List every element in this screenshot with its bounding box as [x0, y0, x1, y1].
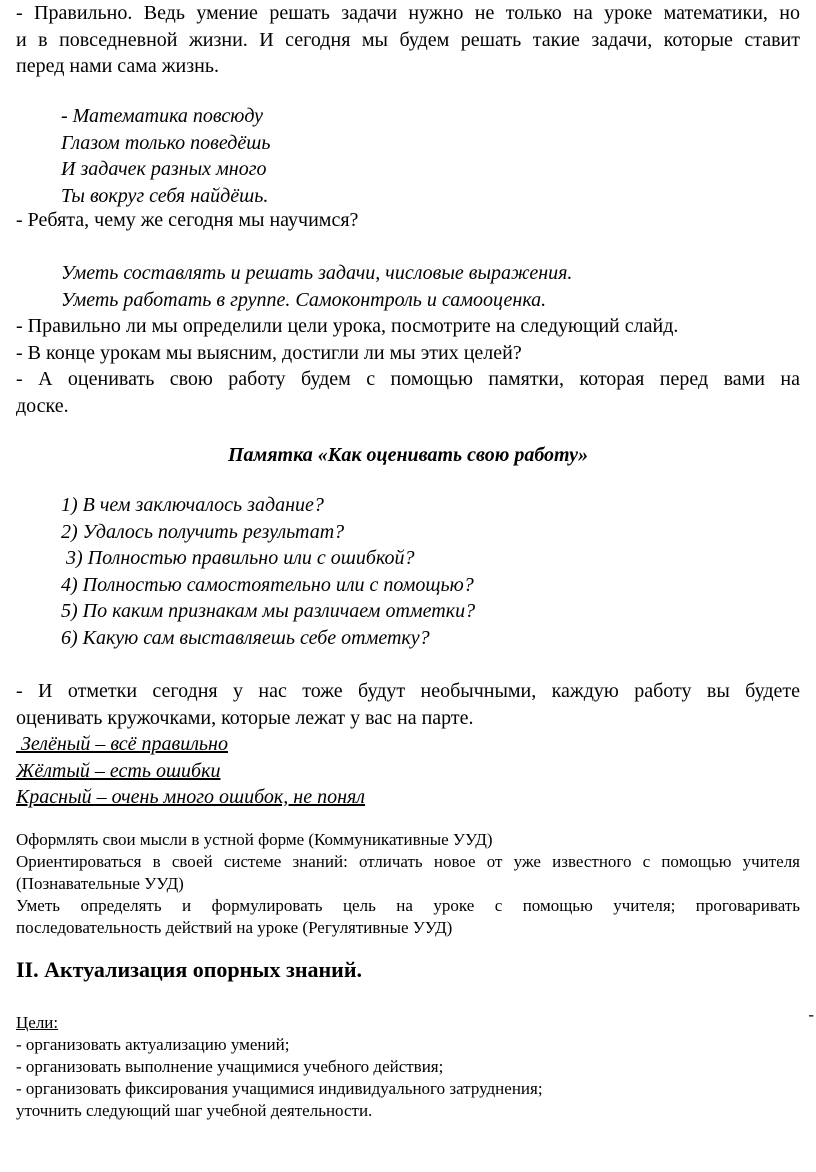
intro-line: перед нами сама жизнь.: [16, 55, 219, 77]
color-yellow-text: Жёлтый – есть ошибки: [16, 759, 221, 782]
memo-title: Памятка «Как оценивать свою работу»: [228, 444, 588, 466]
uud-regulatory-line: Уметь определять и формулировать цель на уроке с помощью учителя; проговаривать: [16, 896, 800, 915]
uud-regulatory-line: последовательность действий на уроке (Регулятивные УУД): [16, 918, 453, 937]
poem: [16, 103, 800, 209]
memo-list: [16, 492, 800, 651]
color-green-text: Зелёный – всё правильно: [16, 733, 228, 755]
poem-line: - Математика повсюду: [61, 105, 264, 127]
goal-line: Уметь работать в группе. Самоконтроль и самооценка.: [61, 288, 547, 311]
intro-paragraph: [16, 0, 800, 80]
aim-item: - организовать выполнение учащимися учебного действия;: [16, 1057, 444, 1076]
intro-line: и в повседневной жизни. И сегодня мы будем решать такие задачи, которые ставит: [16, 28, 800, 51]
aim-item: - организовать фиксирования учащимися индивидуального затруднения;: [16, 1079, 543, 1098]
assess-line: доске.: [16, 394, 69, 417]
color-line-green: [16, 731, 800, 758]
uud-communicative: Оформлять свои мысли в устной форме (Коммуникативные УУД): [16, 830, 493, 849]
marks-line: - И отметки сегодня у нас тоже будут необычными, каждую работу вы будете: [16, 680, 800, 702]
memo-item: 6) Какую сам выставляешь себе отметку?: [61, 626, 430, 649]
color-red-text: Красный – очень много ошибок, не понял: [16, 786, 366, 808]
marks-paragraph: [16, 678, 800, 731]
color-line-red: [16, 784, 800, 811]
color-line-yellow: [16, 758, 800, 785]
check-lines: [16, 313, 800, 366]
intro-line: - Правильно. Ведь умение решать задачи нужно не только на уроке математики, но: [16, 2, 800, 24]
lesson-goals: [16, 260, 800, 313]
check-line: - В конце урокам мы выясним, достигли ли мы этих целей?: [16, 341, 522, 364]
memo-item: 2) Удалось получить результат?: [61, 520, 345, 543]
poem-line: И задачек разных много: [61, 158, 267, 180]
poem-line: Ты вокруг себя найдёшь.: [61, 184, 269, 207]
uud-cognitive-line: (Познавательные УУД): [16, 874, 184, 893]
check-line: - Правильно ли мы определили цели урока, посмотрите на следующий слайд.: [16, 315, 679, 337]
question-line: - Ребята, чему же сегодня мы научимся?: [16, 209, 359, 231]
memo-item: 1) В чем заключалось задание?: [61, 494, 324, 516]
aims-list: [16, 1034, 800, 1122]
aim-item: уточнить следующий шаг учебной деятельности.: [16, 1101, 373, 1120]
assess-paragraph: [16, 366, 800, 419]
uud-block: [16, 829, 800, 939]
section-title: II. Актуализация опорных знаний.: [16, 957, 363, 982]
memo-item: 3) Полностью правильно или с ошибкой?: [61, 547, 415, 569]
aim-item: - организовать актуализацию умений;: [16, 1035, 290, 1054]
marks-line: оценивать кружочками, которые лежат у вас на парте.: [16, 706, 474, 729]
margin-dash: -: [808, 1005, 814, 1024]
uud-cognitive-line: Ориентироваться в своей системе знаний: отличать новое от уже известного с помощью учителя: [16, 852, 800, 871]
memo-item: 4) Полностью самостоятельно или с помощью?: [61, 573, 474, 596]
poem-line: Глазом только поведёшь: [61, 131, 271, 154]
assess-line: - А оценивать свою работу будем с помощью памятки, которая перед вами на: [16, 368, 800, 390]
aims-label: Цели:: [16, 1013, 59, 1032]
color-legend: [16, 731, 800, 811]
memo-item: 5) По каким признакам мы различаем отметки?: [61, 600, 476, 622]
goal-line: Уметь составлять и решать задачи, числовые выражения.: [61, 262, 573, 284]
